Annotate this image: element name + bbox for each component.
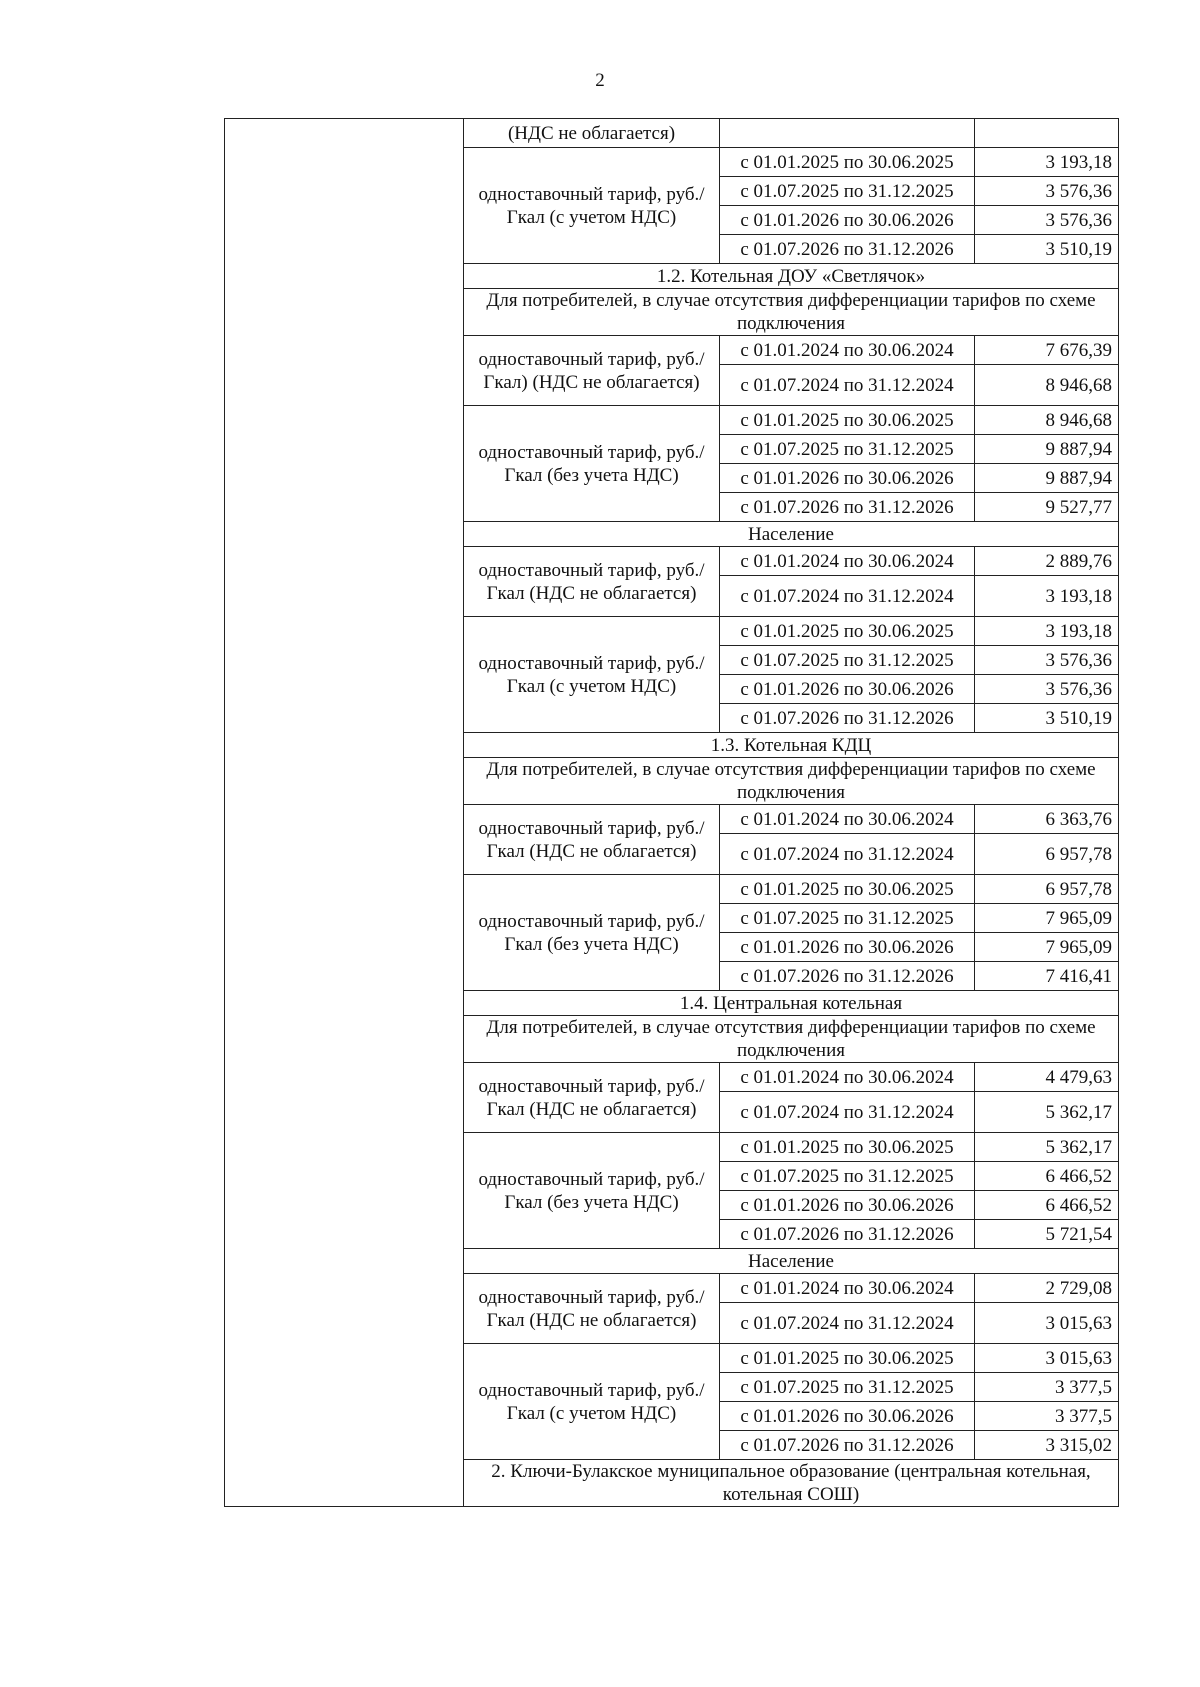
category-cell: одноставочный тариф, руб./Гкал (НДС не облагается) <box>464 1274 720 1344</box>
value-cell: 3 193,18 <box>975 617 1119 646</box>
value-cell: 3 377,5 <box>975 1402 1119 1431</box>
value-cell: 3 015,63 <box>975 1303 1119 1344</box>
population-heading: Население <box>464 1249 1119 1274</box>
period-cell: с 01.01.2026 по 30.06.2026 <box>720 1402 975 1431</box>
value-cell <box>975 119 1119 148</box>
value-cell: 2 729,08 <box>975 1274 1119 1303</box>
period-cell: с 01.01.2026 по 30.06.2026 <box>720 675 975 704</box>
value-cell: 5 362,17 <box>975 1133 1119 1162</box>
value-cell: 3 510,19 <box>975 704 1119 733</box>
value-cell: 3 576,36 <box>975 206 1119 235</box>
period-cell: с 01.01.2024 по 30.06.2024 <box>720 336 975 365</box>
category-cell: одноставочный тариф, руб./Гкал (без учета НДС) <box>464 1133 720 1249</box>
consumer-group-heading: Для потребителей, в случае отсутствия дифференциации тарифов по схеме подключения <box>464 289 1119 336</box>
value-cell: 8 946,68 <box>975 406 1119 435</box>
consumer-group-heading: Для потребителей, в случае отсутствия дифференциации тарифов по схеме подключения <box>464 758 1119 805</box>
category-cell: одноставочный тариф, руб./Гкал (без учета НДС) <box>464 875 720 991</box>
period-cell: с 01.01.2025 по 30.06.2025 <box>720 875 975 904</box>
value-cell: 6 957,78 <box>975 875 1119 904</box>
value-cell: 7 965,09 <box>975 933 1119 962</box>
value-cell: 3 576,36 <box>975 646 1119 675</box>
page-number: 2 <box>595 70 605 91</box>
value-cell: 7 416,41 <box>975 962 1119 991</box>
period-cell: с 01.07.2024 по 31.12.2024 <box>720 1092 975 1133</box>
period-cell: с 01.01.2024 по 30.06.2024 <box>720 547 975 576</box>
period-cell: с 01.01.2026 по 30.06.2026 <box>720 206 975 235</box>
tariff-table <box>224 118 1119 1507</box>
value-cell: 3 576,36 <box>975 177 1119 206</box>
category-cell: одноставочный тариф, руб./Гкал (НДС не облагается) <box>464 805 720 875</box>
value-cell: 7 965,09 <box>975 904 1119 933</box>
period-cell: с 01.07.2026 по 31.12.2026 <box>720 962 975 991</box>
value-cell: 6 363,76 <box>975 805 1119 834</box>
section-title: 2. Ключи-Булакское муниципальное образование (центральная котельная, котельная СОШ) <box>464 1460 1119 1507</box>
period-cell: с 01.07.2024 по 31.12.2024 <box>720 365 975 406</box>
category-cell: одноставочный тариф, руб./Гкал (с учетом НДС) <box>464 617 720 733</box>
category-cell: одноставочный тариф, руб./Гкал (без учета НДС) <box>464 406 720 522</box>
value-cell: 3 015,63 <box>975 1344 1119 1373</box>
category-cell: одноставочный тариф, руб./Гкал) (НДС не облагается) <box>464 336 720 406</box>
period-cell: с 01.07.2025 по 31.12.2025 <box>720 904 975 933</box>
category-cell: одноставочный тариф, руб./Гкал (НДС не облагается) <box>464 547 720 617</box>
period-cell: с 01.07.2026 по 31.12.2026 <box>720 704 975 733</box>
value-cell: 7 676,39 <box>975 336 1119 365</box>
value-cell: 9 527,77 <box>975 493 1119 522</box>
period-cell: с 01.07.2026 по 31.12.2026 <box>720 493 975 522</box>
value-cell: 6 466,52 <box>975 1191 1119 1220</box>
category-cell: (НДС не облагается) <box>464 119 720 148</box>
value-cell: 9 887,94 <box>975 435 1119 464</box>
period-cell: с 01.07.2025 по 31.12.2025 <box>720 1162 975 1191</box>
section-title: 1.4. Центральная котельная <box>464 991 1119 1016</box>
period-cell: с 01.07.2024 по 31.12.2024 <box>720 576 975 617</box>
value-cell: 2 889,76 <box>975 547 1119 576</box>
period-cell: с 01.01.2025 по 30.06.2025 <box>720 1133 975 1162</box>
value-cell: 3 193,18 <box>975 576 1119 617</box>
period-cell: с 01.07.2026 по 31.12.2026 <box>720 1220 975 1249</box>
period-cell: с 01.01.2025 по 30.06.2025 <box>720 406 975 435</box>
value-cell: 4 479,63 <box>975 1063 1119 1092</box>
period-cell: с 01.07.2026 по 31.12.2026 <box>720 1431 975 1460</box>
period-cell: с 01.01.2025 по 30.06.2025 <box>720 1344 975 1373</box>
period-cell: с 01.01.2024 по 30.06.2024 <box>720 1274 975 1303</box>
value-cell: 3 576,36 <box>975 675 1119 704</box>
period-cell: с 01.01.2025 по 30.06.2025 <box>720 148 975 177</box>
section-title: 1.3. Котельная КДЦ <box>464 733 1119 758</box>
category-cell: одноставочный тариф, руб./Гкал (с учетом НДС) <box>464 1344 720 1460</box>
section-title: 1.2. Котельная ДОУ «Светлячок» <box>464 264 1119 289</box>
population-heading: Население <box>464 522 1119 547</box>
value-cell: 6 466,52 <box>975 1162 1119 1191</box>
value-cell: 5 721,54 <box>975 1220 1119 1249</box>
period-cell: с 01.07.2024 по 31.12.2024 <box>720 1303 975 1344</box>
period-cell <box>720 119 975 148</box>
value-cell: 8 946,68 <box>975 365 1119 406</box>
value-cell: 9 887,94 <box>975 464 1119 493</box>
period-cell: с 01.07.2024 по 31.12.2024 <box>720 834 975 875</box>
empty-left-column <box>225 119 464 1507</box>
period-cell: с 01.01.2026 по 30.06.2026 <box>720 464 975 493</box>
period-cell: с 01.01.2026 по 30.06.2026 <box>720 1191 975 1220</box>
period-cell: с 01.01.2025 по 30.06.2025 <box>720 617 975 646</box>
consumer-group-heading: Для потребителей, в случае отсутствия дифференциации тарифов по схеме подключения <box>464 1016 1119 1063</box>
period-cell: с 01.07.2025 по 31.12.2025 <box>720 177 975 206</box>
period-cell: с 01.07.2026 по 31.12.2026 <box>720 235 975 264</box>
period-cell: с 01.01.2024 по 30.06.2024 <box>720 1063 975 1092</box>
period-cell: с 01.01.2026 по 30.06.2026 <box>720 933 975 962</box>
value-cell: 3 377,5 <box>975 1373 1119 1402</box>
value-cell: 3 315,02 <box>975 1431 1119 1460</box>
period-cell: с 01.07.2025 по 31.12.2025 <box>720 435 975 464</box>
category-cell: одноставочный тариф, руб./Гкал (с учетом НДС) <box>464 148 720 264</box>
value-cell: 6 957,78 <box>975 834 1119 875</box>
value-cell: 5 362,17 <box>975 1092 1119 1133</box>
period-cell: с 01.01.2024 по 30.06.2024 <box>720 805 975 834</box>
value-cell: 3 193,18 <box>975 148 1119 177</box>
value-cell: 3 510,19 <box>975 235 1119 264</box>
category-cell: одноставочный тариф, руб./Гкал (НДС не облагается) <box>464 1063 720 1133</box>
period-cell: с 01.07.2025 по 31.12.2025 <box>720 1373 975 1402</box>
period-cell: с 01.07.2025 по 31.12.2025 <box>720 646 975 675</box>
